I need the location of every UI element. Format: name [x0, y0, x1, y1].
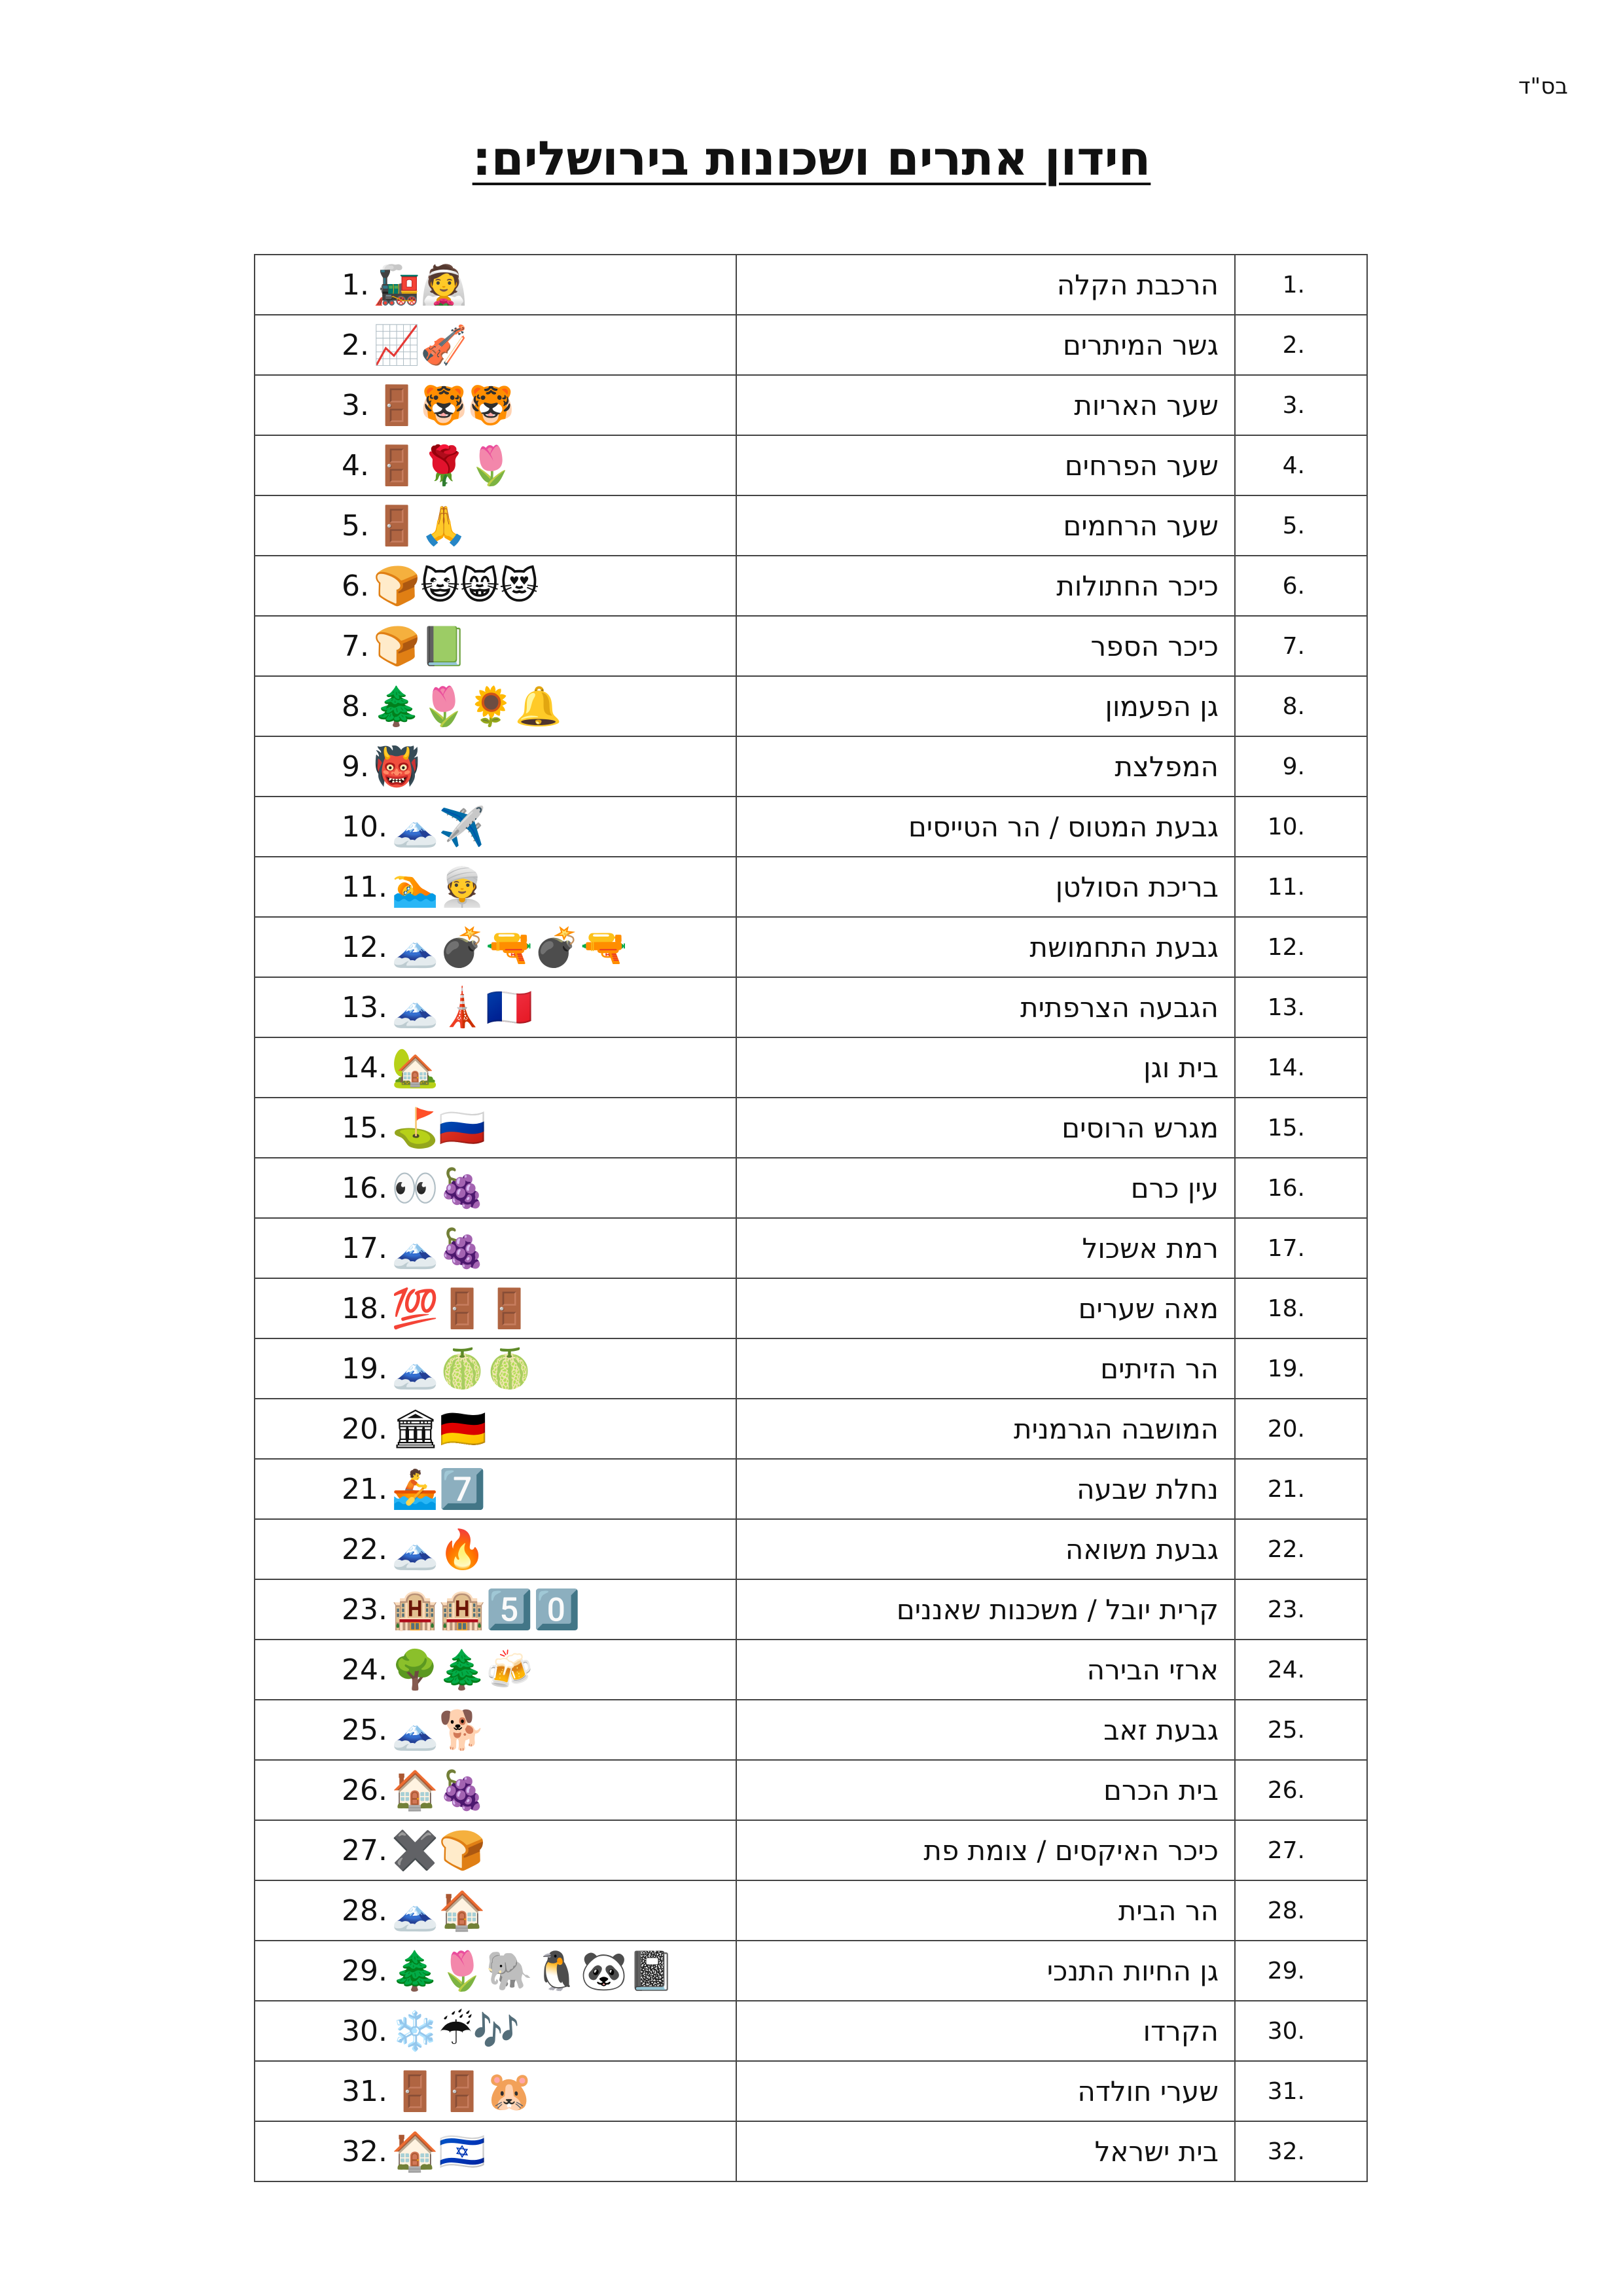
answer-cell [736, 1158, 1235, 1218]
emoji-clue [255, 376, 736, 435]
emoji-clue-number: 9. [342, 749, 369, 783]
emoji-clue-cell [255, 1338, 736, 1399]
emoji-clue-number: 8. [342, 689, 369, 723]
quiz-table [254, 254, 1368, 2182]
table-row [255, 2061, 1367, 2121]
row-number-cell [1235, 375, 1367, 435]
emoji-clue [255, 2001, 736, 2060]
emoji-sequence-icon: 🚂👰 [372, 262, 468, 307]
emoji-clue [255, 496, 736, 555]
answer-text: הגבעה הצרפתית [1020, 991, 1219, 1024]
answer-cell [736, 797, 1235, 857]
answer-cell [736, 917, 1235, 977]
emoji-clue-cell [255, 2061, 736, 2121]
row-number-cell [1235, 2001, 1367, 2061]
answer-cell [736, 1880, 1235, 1941]
row-number-cell [1235, 1519, 1367, 1579]
emoji-clue-cell [255, 315, 736, 375]
emoji-clue-number: 25. [342, 1713, 387, 1747]
emoji-sequence-icon: 🗻🏠 [391, 1888, 486, 1933]
answer-cell [736, 1941, 1235, 2001]
emoji-clue [255, 1881, 736, 1940]
table-row [255, 857, 1367, 917]
emoji-clue [255, 255, 736, 314]
emoji-clue [255, 1580, 736, 1639]
emoji-clue-cell [255, 616, 736, 676]
emoji-clue [255, 1038, 736, 1097]
row-number-cell [1235, 917, 1367, 977]
answer-cell [736, 977, 1235, 1037]
row-number-cell [1235, 736, 1367, 797]
row-number: .24 [1267, 1656, 1305, 1683]
answer-cell [736, 2121, 1235, 2181]
row-number: .14 [1267, 1054, 1305, 1081]
table-row [255, 1760, 1367, 1820]
row-number: .11 [1267, 873, 1305, 901]
row-number: .17 [1267, 1234, 1305, 1262]
row-number: .15 [1267, 1114, 1305, 1141]
row-number: .3 [1282, 391, 1305, 419]
emoji-clue-number: 26. [342, 1773, 387, 1807]
row-number: .20 [1267, 1415, 1305, 1443]
row-number: .6 [1282, 572, 1305, 600]
emoji-clue-cell [255, 375, 736, 435]
table-row [255, 736, 1367, 797]
emoji-clue-cell [255, 2121, 736, 2181]
answer-text: הקרדו [1143, 2015, 1219, 2047]
answer-cell [736, 255, 1235, 315]
page-title [0, 131, 1623, 186]
row-number-cell [1235, 797, 1367, 857]
table-row [255, 1519, 1367, 1579]
emoji-sequence-icon: 🚪🐯🐯 [372, 383, 515, 427]
emoji-clue [255, 737, 736, 796]
emoji-sequence-icon: 🗻✈️ [391, 804, 486, 849]
emoji-clue [255, 1460, 736, 1518]
answer-cell [736, 1760, 1235, 1820]
emoji-clue [255, 978, 736, 1037]
emoji-clue [255, 315, 736, 374]
table-row [255, 1640, 1367, 1700]
emoji-clue-cell [255, 1399, 736, 1459]
row-number-cell [1235, 676, 1367, 736]
answer-text: עין כרם [1130, 1172, 1219, 1204]
row-number: .23 [1267, 1596, 1305, 1623]
table-row [255, 2001, 1367, 2061]
emoji-clue-number: 28. [342, 1893, 387, 1928]
answer-text: הר הזיתים [1100, 1352, 1219, 1385]
answer-text: המושבה הגרמנית [1013, 1412, 1219, 1445]
emoji-sequence-icon: 🗻🔥 [391, 1527, 486, 1571]
answer-cell [736, 315, 1235, 375]
emoji-clue-cell [255, 1218, 736, 1278]
answer-text: גן הפעמון [1105, 690, 1219, 723]
emoji-clue [255, 1158, 736, 1217]
row-number: .26 [1267, 1776, 1305, 1804]
emoji-clue [255, 918, 736, 977]
emoji-clue-number: 14. [342, 1050, 387, 1085]
answer-text: גבעת המטוס / הר הטייסים [908, 810, 1219, 843]
row-number: .4 [1282, 452, 1305, 479]
row-number-cell [1235, 315, 1367, 375]
row-number: .2 [1282, 331, 1305, 359]
answer-cell [736, 616, 1235, 676]
row-number-cell [1235, 495, 1367, 556]
emoji-clue-number: 3. [342, 388, 369, 422]
row-number: .8 [1282, 692, 1305, 720]
row-number: .10 [1267, 813, 1305, 840]
emoji-clue [255, 1640, 736, 1699]
emoji-clue-cell [255, 2001, 736, 2061]
emoji-clue-number: 21. [342, 1472, 387, 1506]
emoji-sequence-icon: 🚪🚪🐹 [391, 2069, 533, 2113]
emoji-clue [255, 617, 736, 675]
answer-text: מגרש הרוסים [1061, 1111, 1219, 1144]
emoji-clue [255, 1219, 736, 1278]
emoji-clue-cell [255, 1700, 736, 1760]
table-row [255, 1158, 1367, 1218]
emoji-clue-number: 17. [342, 1231, 387, 1265]
table-row [255, 1098, 1367, 1158]
emoji-clue [255, 1941, 736, 2000]
emoji-clue-cell [255, 977, 736, 1037]
emoji-sequence-icon: 📈🎻 [372, 323, 468, 367]
table-row [255, 917, 1367, 977]
row-number: .27 [1267, 1837, 1305, 1864]
emoji-clue-cell [255, 1941, 736, 2001]
emoji-sequence-icon: 🌳🌲🍻 [391, 1647, 533, 1692]
emoji-sequence-icon: 🗻💣🔫💣🔫 [391, 925, 628, 969]
row-number: .7 [1282, 632, 1305, 660]
emoji-clue-cell [255, 857, 736, 917]
emoji-sequence-icon: 🚪🌹🌷 [372, 443, 515, 488]
row-number-cell [1235, 435, 1367, 495]
answer-text: מאה שערים [1078, 1292, 1219, 1325]
row-number: .9 [1282, 753, 1305, 780]
row-number: .21 [1267, 1475, 1305, 1503]
row-number: .22 [1267, 1535, 1305, 1563]
answer-text: גשר המיתרים [1062, 329, 1219, 361]
emoji-sequence-icon: 💯🚪🚪 [391, 1286, 533, 1331]
table-row [255, 315, 1367, 375]
row-number-cell [1235, 857, 1367, 917]
row-number: .12 [1267, 933, 1305, 961]
answer-text: הר הבית [1118, 1894, 1219, 1927]
emoji-sequence-icon: 🚣7️⃣ [391, 1467, 486, 1511]
emoji-clue [255, 556, 736, 615]
emoji-clue-number: 4. [342, 448, 369, 482]
emoji-clue [255, 1279, 736, 1338]
table-row [255, 1700, 1367, 1760]
emoji-clue-number: 23. [342, 1592, 387, 1626]
emoji-sequence-icon: 🗻🗼🇫🇷 [391, 985, 533, 1030]
row-number: .25 [1267, 1716, 1305, 1744]
table-row [255, 1338, 1367, 1399]
answer-text: שער הרחמים [1063, 509, 1219, 542]
emoji-sequence-icon: 🍞📗 [372, 624, 468, 668]
answer-cell [736, 736, 1235, 797]
emoji-clue [255, 2122, 736, 2181]
table-row [255, 676, 1367, 736]
row-number-cell [1235, 1158, 1367, 1218]
row-number: .31 [1267, 2077, 1305, 2105]
answer-cell [736, 1278, 1235, 1338]
quiz-table-body [255, 255, 1367, 2181]
answer-text: רמת אשכול [1082, 1232, 1219, 1265]
emoji-clue-number: 10. [342, 810, 387, 844]
emoji-sequence-icon: 👹 [372, 744, 421, 789]
answer-text: בית וגן [1143, 1051, 1219, 1084]
answer-cell [736, 2061, 1235, 2121]
answer-cell [736, 1579, 1235, 1640]
emoji-clue [255, 2062, 736, 2121]
answer-text: בית הכרם [1103, 1774, 1219, 1806]
table-row [255, 556, 1367, 616]
answer-text: גבעת משואה [1065, 1533, 1219, 1566]
emoji-clue-number: 6. [342, 569, 369, 603]
answer-text: ארזי הבירה [1086, 1653, 1219, 1686]
answer-cell [736, 1338, 1235, 1399]
answer-text: כיכר הספר [1090, 630, 1219, 662]
table-row [255, 255, 1367, 315]
answer-text: גבעת זאב [1103, 1713, 1219, 1746]
answer-text: גן החיות התנכי [1046, 1954, 1219, 1987]
row-number-cell [1235, 1399, 1367, 1459]
answer-cell [736, 1459, 1235, 1519]
table-row [255, 977, 1367, 1037]
row-number-cell [1235, 556, 1367, 616]
emoji-clue-cell [255, 435, 736, 495]
answer-cell [736, 1218, 1235, 1278]
emoji-clue-number: 24. [342, 1653, 387, 1687]
emoji-clue [255, 677, 736, 736]
emoji-clue-number: 31. [342, 2074, 387, 2108]
emoji-clue [255, 1098, 736, 1157]
row-number: .19 [1267, 1355, 1305, 1382]
emoji-sequence-icon: 🗻🍇 [391, 1226, 486, 1270]
emoji-clue [255, 1399, 736, 1458]
answer-cell [736, 375, 1235, 435]
answer-cell [736, 1640, 1235, 1700]
emoji-clue [255, 1821, 736, 1880]
row-number-cell [1235, 1820, 1367, 1880]
row-number-cell [1235, 1218, 1367, 1278]
emoji-clue-cell [255, 1579, 736, 1640]
emoji-clue-number: 16. [342, 1171, 387, 1205]
table-row [255, 435, 1367, 495]
answer-cell [736, 857, 1235, 917]
emoji-clue-cell [255, 556, 736, 616]
row-number: .29 [1267, 1957, 1305, 1984]
row-number-cell [1235, 1941, 1367, 2001]
answer-text: המפלצת [1115, 750, 1219, 783]
emoji-clue-number: 7. [342, 629, 369, 663]
answer-cell [736, 2001, 1235, 2061]
answer-text: שער האריות [1074, 389, 1219, 422]
row-number-cell [1235, 1700, 1367, 1760]
emoji-sequence-icon: ✖️🍞 [391, 1828, 486, 1873]
row-number: .13 [1267, 994, 1305, 1021]
row-number-cell [1235, 977, 1367, 1037]
table-row [255, 1218, 1367, 1278]
emoji-sequence-icon: 🏊👳 [391, 865, 486, 909]
emoji-clue-cell [255, 676, 736, 736]
row-number: .32 [1267, 2138, 1305, 2165]
row-number-cell [1235, 1880, 1367, 1941]
answer-text: נחלת שבעה [1077, 1473, 1219, 1505]
emoji-sequence-icon: 🌲🌷🐘🐧🐼📓 [391, 1948, 675, 1993]
row-number-cell [1235, 1579, 1367, 1640]
answer-cell [736, 1700, 1235, 1760]
emoji-clue-number: 20. [342, 1412, 387, 1446]
emoji-clue-cell [255, 1098, 736, 1158]
emoji-clue-number: 13. [342, 990, 387, 1024]
emoji-clue-number: 2. [342, 328, 369, 362]
emoji-clue-cell [255, 1037, 736, 1098]
answer-text: בית ישראל [1094, 2135, 1219, 2168]
answer-cell [736, 1519, 1235, 1579]
answer-cell [736, 495, 1235, 556]
answer-cell [736, 676, 1235, 736]
answer-text: קרית יובל / משכנות שאננים [896, 1593, 1219, 1626]
emoji-clue-cell [255, 1820, 736, 1880]
emoji-clue [255, 1761, 736, 1820]
emoji-sequence-icon: 🍞😺😸😻 [372, 564, 539, 608]
emoji-clue-cell [255, 1880, 736, 1941]
emoji-sequence-icon: 🌲🌷🌻🔔 [372, 684, 562, 728]
emoji-clue-cell [255, 495, 736, 556]
emoji-clue-number: 15. [342, 1111, 387, 1145]
emoji-sequence-icon: 🏨🏨5️⃣0️⃣ [391, 1587, 580, 1632]
answer-text: שערי חולדה [1077, 2075, 1219, 2108]
answer-cell [736, 1098, 1235, 1158]
row-number: .5 [1282, 512, 1305, 539]
emoji-clue-number: 30. [342, 2014, 387, 2048]
corner-note: בס"ד [1518, 73, 1568, 99]
emoji-clue [255, 857, 736, 916]
answer-text: כיכר האיקסים / צומת פת [923, 1834, 1219, 1867]
row-number-cell [1235, 1098, 1367, 1158]
answer-cell [736, 1820, 1235, 1880]
emoji-sequence-icon: 🏠🇮🇱 [391, 2129, 486, 2174]
emoji-clue-number: 29. [342, 1954, 387, 1988]
table-row [255, 1880, 1367, 1941]
emoji-clue-number: 11. [342, 870, 387, 904]
emoji-clue-number: 27. [342, 1833, 387, 1867]
emoji-clue-cell [255, 917, 736, 977]
row-number-cell [1235, 1760, 1367, 1820]
answer-cell [736, 1399, 1235, 1459]
row-number-cell [1235, 616, 1367, 676]
answer-text: הרכבת הקלה [1056, 268, 1219, 301]
emoji-sequence-icon: 🚪🙏 [372, 503, 468, 548]
table-row [255, 1399, 1367, 1459]
emoji-clue-number: 32. [342, 2134, 387, 2168]
row-number-cell [1235, 1640, 1367, 1700]
emoji-sequence-icon: 👀🍇 [391, 1166, 486, 1210]
emoji-clue-cell [255, 1459, 736, 1519]
row-number-cell [1235, 1459, 1367, 1519]
table-row [255, 2121, 1367, 2181]
emoji-clue-cell [255, 1519, 736, 1579]
row-number-cell [1235, 2061, 1367, 2121]
answer-text: גבעת התחמושת [1029, 931, 1219, 963]
row-number: .30 [1267, 2017, 1305, 2045]
emoji-clue [255, 1700, 736, 1759]
answer-cell [736, 435, 1235, 495]
answer-text: כיכר החתולות [1056, 569, 1219, 602]
emoji-clue-cell [255, 1760, 736, 1820]
emoji-clue-number: 19. [342, 1352, 387, 1386]
emoji-sequence-icon: 🗻🍈🍈 [391, 1346, 533, 1391]
emoji-clue-cell [255, 1158, 736, 1218]
row-number-cell [1235, 1338, 1367, 1399]
answer-cell [736, 1037, 1235, 1098]
emoji-clue [255, 797, 736, 856]
row-number: .28 [1267, 1897, 1305, 1924]
emoji-sequence-icon: 🏠🍇 [391, 1768, 486, 1812]
emoji-sequence-icon: 🏛🇩🇪 [391, 1407, 487, 1451]
emoji-clue-cell [255, 255, 736, 315]
table-row [255, 375, 1367, 435]
table-row [255, 1579, 1367, 1640]
table-row [255, 616, 1367, 676]
table-row [255, 1459, 1367, 1519]
table-row [255, 1278, 1367, 1338]
row-number-cell [1235, 1037, 1367, 1098]
emoji-clue [255, 436, 736, 495]
row-number: .18 [1267, 1295, 1305, 1322]
emoji-clue [255, 1520, 736, 1579]
emoji-clue-cell [255, 1640, 736, 1700]
emoji-clue [255, 1339, 736, 1398]
row-number-cell [1235, 2121, 1367, 2181]
emoji-clue-cell [255, 1278, 736, 1338]
page-title-text: חידון אתרים ושכונות בירושלים: [472, 131, 1151, 186]
answer-text: שער הפרחים [1064, 449, 1219, 482]
row-number-cell [1235, 255, 1367, 315]
emoji-sequence-icon: ❄️☔🎶 [391, 2009, 520, 2053]
row-number-cell [1235, 1278, 1367, 1338]
emoji-sequence-icon: 🗻🐕 [391, 1708, 486, 1752]
emoji-clue-cell [255, 797, 736, 857]
emoji-clue-number: 5. [342, 509, 369, 543]
row-number: .1 [1282, 271, 1305, 298]
emoji-clue-cell [255, 736, 736, 797]
emoji-clue-number: 18. [342, 1291, 387, 1325]
emoji-clue-number: 22. [342, 1532, 387, 1566]
table-row [255, 1941, 1367, 2001]
emoji-clue-number: 1. [342, 268, 369, 302]
table-row [255, 797, 1367, 857]
emoji-clue-number: 12. [342, 930, 387, 964]
emoji-sequence-icon: 🏡 [391, 1045, 439, 1090]
table-row [255, 495, 1367, 556]
table-row [255, 1820, 1367, 1880]
answer-text: בריכת הסולטן [1055, 870, 1219, 903]
emoji-sequence-icon: ⛳🇷🇺 [391, 1105, 486, 1150]
row-number: .16 [1267, 1174, 1305, 1202]
table-row [255, 1037, 1367, 1098]
answer-cell [736, 556, 1235, 616]
